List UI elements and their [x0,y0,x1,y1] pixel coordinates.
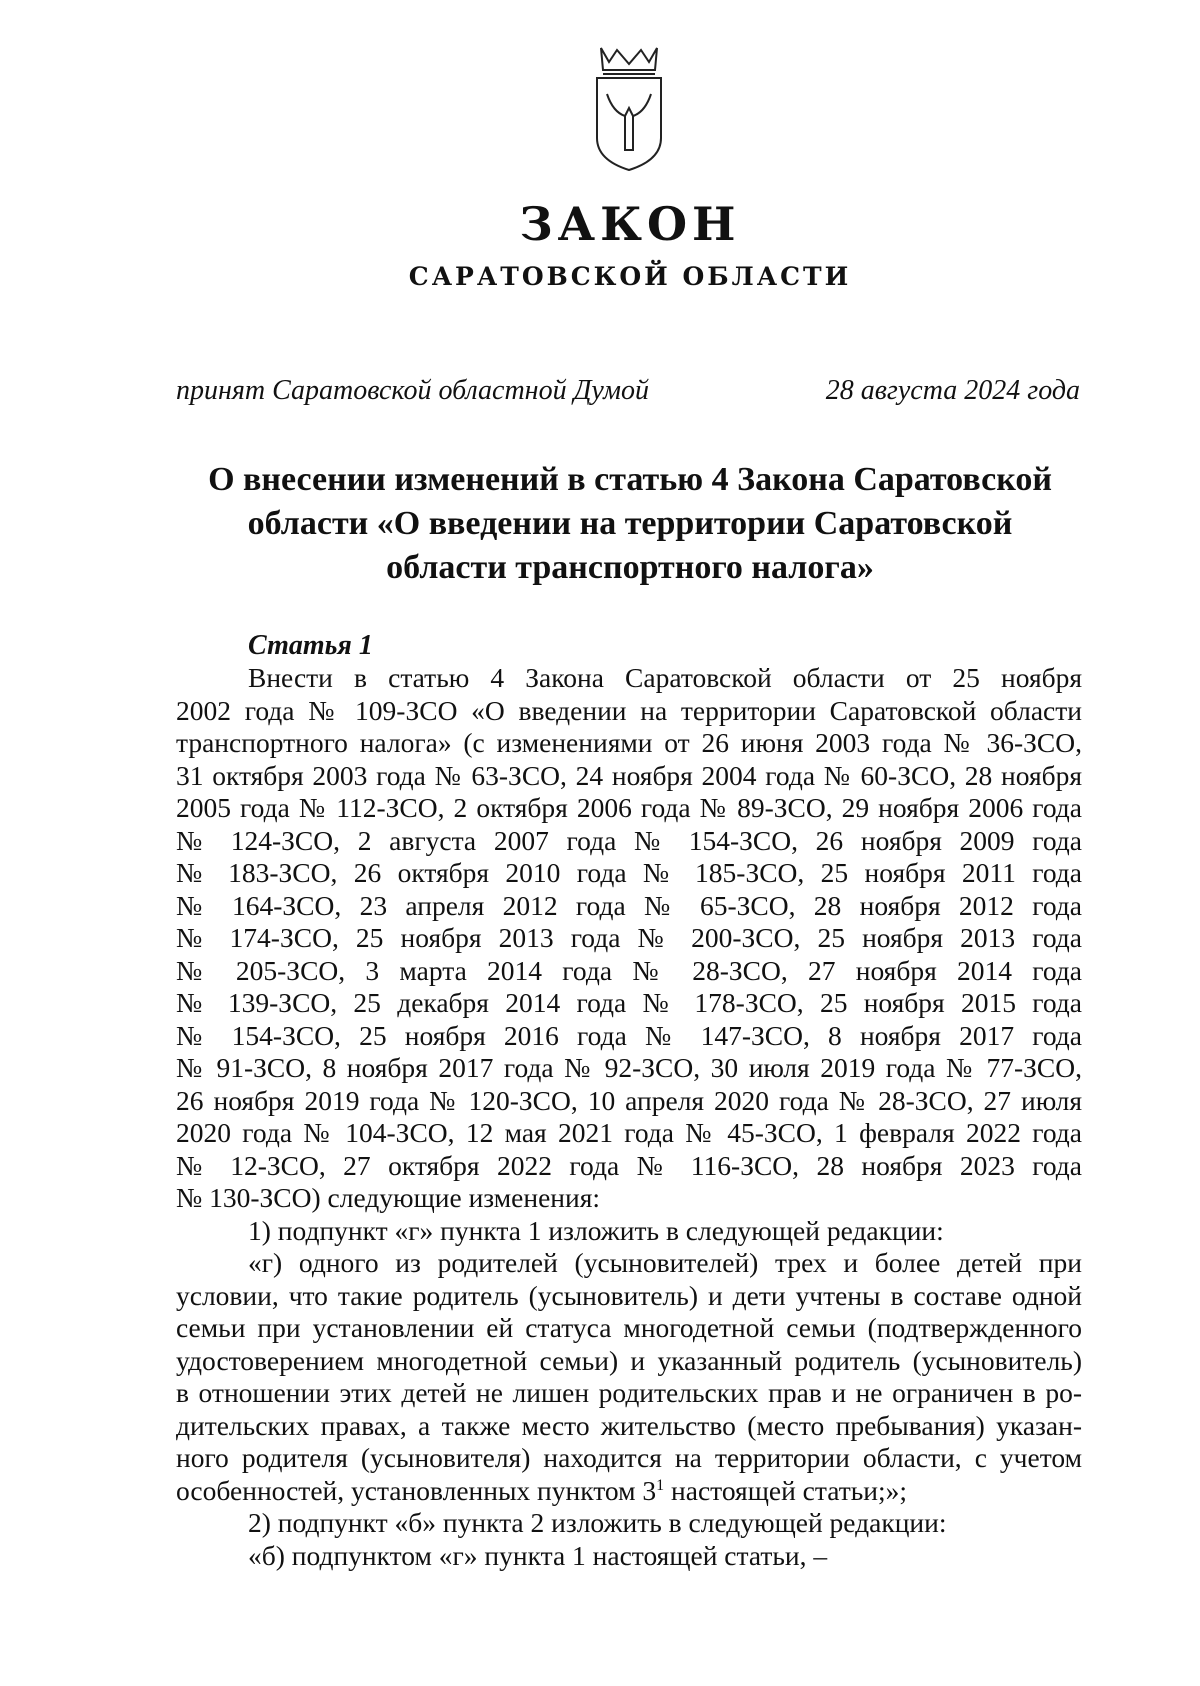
body-line: Внести в статью 4 Закона Саратовской области от 25 ноября [248,662,1082,693]
superscript: 1 [656,1476,665,1494]
body-line: 2020 года № 104-ЗСО, 12 мая 2021 года № 45-ЗСО, 1 февраля 2022 года [176,1117,1082,1148]
body-line: № 124-ЗСО, 2 августа 2007 года № 154-ЗСО, 26 ноября 2009 года [176,824,1082,856]
body-line: 2) подпункт «б» пункта 2 изложить в следующей редакции: [248,1507,947,1538]
body-line: 26 ноября 2019 года № 120-ЗСО, 10 апреля 2020 года № 28-ЗСО, 27 июля [176,1084,1082,1116]
body-line: ного родителя (усыновителя) находится на территории области, с учетом [176,1442,1082,1473]
body-line: № 91-ЗСО, 8 ноября 2017 года № 92-ЗСО, 30 июля 2019 года № 77-ЗСО, [176,1052,1082,1083]
body-line: дительских правах, а также место жительство (место пребывания) указан- [176,1409,1082,1441]
body-line: транспортного налога» (с изменениями от 26 июня 2003 года № 36-ЗСО, [176,727,1082,758]
adopted-by: принят Саратовской областной Думой [176,375,649,406]
body-line: 1) подпункт «г» пункта 1 изложить в следующей редакции: [248,1214,944,1246]
document-subtitle: САРАТОВСКОЙ ОБЛАСТИ [408,262,852,291]
body-line [176,1475,1082,1508]
body-line: условии, что такие родитель (усыновитель) и дети учтены в составе одной [176,1279,1082,1311]
body-line: № 12-ЗСО, 27 октября 2022 года № 116-ЗСО, 28 ноября 2023 года [176,1149,1082,1181]
body-line: № 183-ЗСО, 26 октября 2010 года № 185-ЗСО, 25 ноября 2011 года [176,857,1082,888]
body-line: № 130-ЗСО) следующие изменения: [176,1182,601,1213]
body-line: № 164-ЗСО, 23 апреля 2012 года № 65-ЗСО, 28 ноября 2012 года [176,889,1082,921]
body-line: 2002 года № 109-ЗСО «О введении на территории Саратовской области [176,694,1082,726]
body-line: № 154-ЗСО, 25 ноября 2016 года № 147-ЗСО, 8 ноября 2017 года [176,1019,1082,1051]
body-line: № 174-ЗСО, 25 ноября 2013 года № 200-ЗСО, 25 ноября 2013 года [176,922,1082,953]
body-line-text: особенностей, установленных пунктом 3 [176,1474,657,1506]
adopted-date: 28 августа 2024 года [825,375,1080,406]
law-title [150,458,1110,590]
document-title: ЗАКОН [519,197,741,251]
body-line: «г) одного из родителей (усыновителей) трех и более детей при [248,1247,1082,1278]
body-line: 31 октября 2003 года № 63-ЗСО, 24 ноября 2004 года № 60-ЗСО, 28 ноября [176,759,1082,791]
body-line: № 205-ЗСО, 3 марта 2014 года № 28-ЗСО, 27 ноября 2014 года [176,954,1082,986]
article-heading: Статья 1 [248,630,373,661]
law-title-line: области транспортного налога» [386,549,874,586]
body-line: 2005 года № 112-ЗСО, 2 октября 2006 года № 89-ЗСО, 29 ноября 2006 года [176,792,1082,823]
law-title-line: О внесении изменений в статью 4 Закона Саратовской [208,461,1052,498]
body-line: № 139-ЗСО, 25 декабря 2014 года № 178-ЗСО, 25 ноября 2015 года [176,987,1082,1018]
body-line: удостоверением многодетной семьи) и указанный родитель (усыновитель) [176,1344,1082,1376]
body-line: семьи при установлении ей статуса многодетной семьи (подтвержденного [176,1312,1082,1343]
article-body [176,662,1082,1572]
body-line: «б) подпунктом «г» пункта 1 настоящей статьи, – [248,1539,828,1571]
body-line: в отношении этих детей не лишен родительских прав и не ограничен в ро- [176,1377,1082,1408]
body-line-text: настоящей статьи;»; [664,1474,908,1506]
law-title-line: области «О введении на территории Саратовской [247,505,1013,542]
saratov-coat-of-arms [589,42,669,172]
